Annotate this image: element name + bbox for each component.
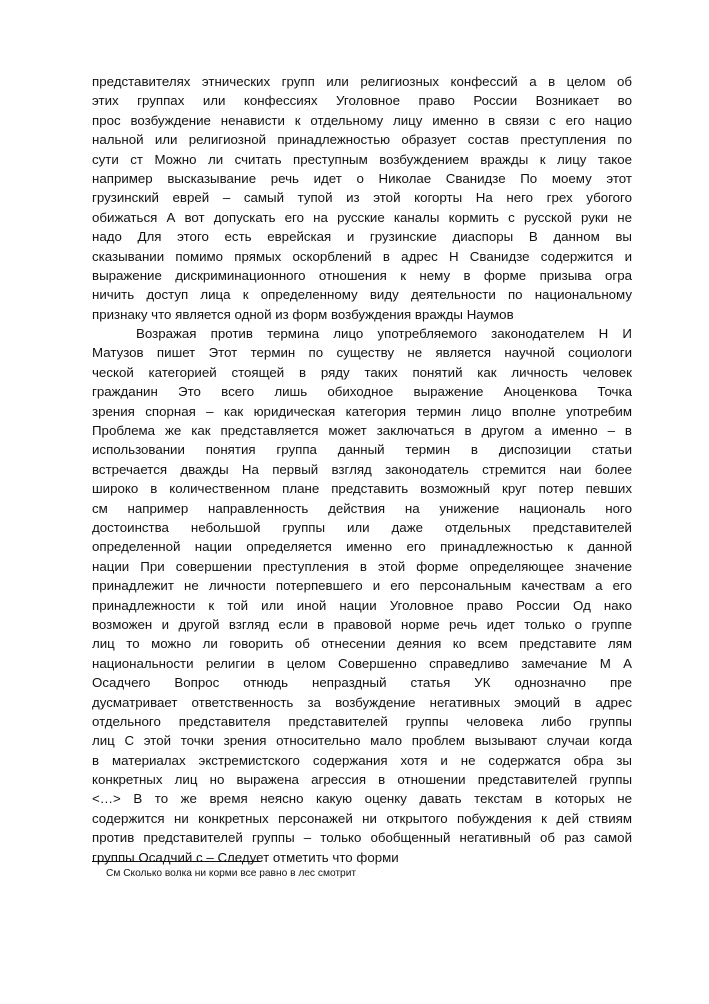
footnote: См Сколько волка ни корми все равно в лес смотрит (106, 868, 357, 879)
body-line: обижаться А вот допускать его на русские каналы кормить с русской руки не (92, 209, 632, 225)
body-line: в материалах экстремистского содержания хотя и не содержатся обра зы (92, 752, 632, 768)
body-line: лиц С этой точки зрения относительно мало проблем вызывают случаи когда (92, 733, 632, 749)
body-line: прос возбуждение ненависти к отдельному лицу именно в связи с его нацио (92, 112, 632, 128)
body-line: конкретных лиц но выражена агрессия в отношении представителей группы (92, 772, 632, 788)
body-line: например высказывание речь идет о Николае Сванидзе По моему этот (92, 170, 632, 186)
body-line: Проблема же как представляется может заключаться в другом а именно – в (92, 423, 632, 439)
body-line: лиц то можно ли говорить об отнесении деяния ко всем представите лям (92, 636, 632, 652)
body-line: грузинский еврей – самый тупой из этой когорты На него грех убогого (92, 190, 632, 206)
body-line: содержится ни конкретных персонажей ни открытого побуждения к дей ствиям (92, 810, 632, 826)
body-line: Осадчего Вопрос отнюдь непраздный статья УК однозначно пре (92, 675, 632, 691)
body-line: достоинства небольшой группы или даже отдельных представителей (92, 519, 632, 535)
body-line: см например направленность действия на унижение националь ного (92, 500, 632, 516)
body-line: определенной нации определяется именно его принадлежностью к данной (92, 539, 632, 555)
body-line: национальности религии в целом Совершенно справедливо замечание М А (92, 655, 632, 671)
body-line: сути ст Можно ли считать преступным возбуждением вражды к лицу такое (92, 151, 632, 167)
body-line: выражение дискриминационного отношения к нему в форме призыва огра (92, 267, 632, 283)
body-line: дусматривает ответственность за возбуждение негативных эмоций в адрес (92, 694, 632, 710)
body-line: отдельного представителя представителей группы человека либо группы (92, 713, 632, 729)
body-text (92, 72, 632, 867)
body-line: использовании понятия группа данный термин в диспозиции статьи (92, 442, 632, 458)
body-line: этих группах или конфессиях Уголовное право России Возникает во (92, 93, 632, 109)
body-line: <…> В то же время неясно какую оценку давать текстам в которых не (92, 791, 632, 807)
body-line: принадлежности к той или иной нации Уголовное право России Од нако (92, 597, 632, 613)
body-line: широко в количественном плане представить возможный круг потер певших (92, 481, 632, 497)
body-line: признаку что является одной из форм возбуждения вражды Наумов (92, 306, 514, 322)
body-line: ческой категорией стоящей в ряду таких понятий как личность человек (92, 364, 632, 380)
body-line: сказывании помимо прямых оскорблений в адрес Н Сванидзе содержится и (92, 248, 632, 264)
body-line: группы Осадчий с – Следует отметить что форми (92, 849, 399, 865)
body-line: нальной или религиозной принадлежностью образует состав преступления по (92, 132, 632, 148)
body-line: представителях этнических групп или религиозных конфессий а в целом об (92, 74, 632, 89)
body-line: зрения спорная – как юридическая категория термин лицо вполне употребим (92, 403, 632, 419)
body-line: ничить доступ лица к определенному виду деятельности по национальному (92, 287, 632, 303)
body-line: гражданин Это всего лишь обиходное выражение Аноценкова Точка (92, 384, 632, 400)
body-line: нации При совершении преступления в этой форме определяющее значение (92, 558, 632, 574)
footnote-separator (92, 861, 260, 862)
body-line: надо Для этого есть еврейская и грузинские диаспоры В данном вы (92, 229, 632, 245)
body-line: против представителей группы – только обобщенный негативный об раз самой (92, 830, 632, 846)
body-line: Возражая против термина лицо употребляемого законодателем Н И (136, 326, 632, 342)
body-line: принадлежит не личности потерпевшего и его персональным качествам а его (92, 578, 632, 594)
body-line: встречается дважды На первый взгляд законодатель стремится наи более (92, 461, 632, 477)
body-line: возможен и другой взгляд если в правовой норме речь идет только о группе (92, 616, 632, 632)
body-line: Матузов пишет Этот термин по существу не является научной социологи (92, 345, 632, 361)
